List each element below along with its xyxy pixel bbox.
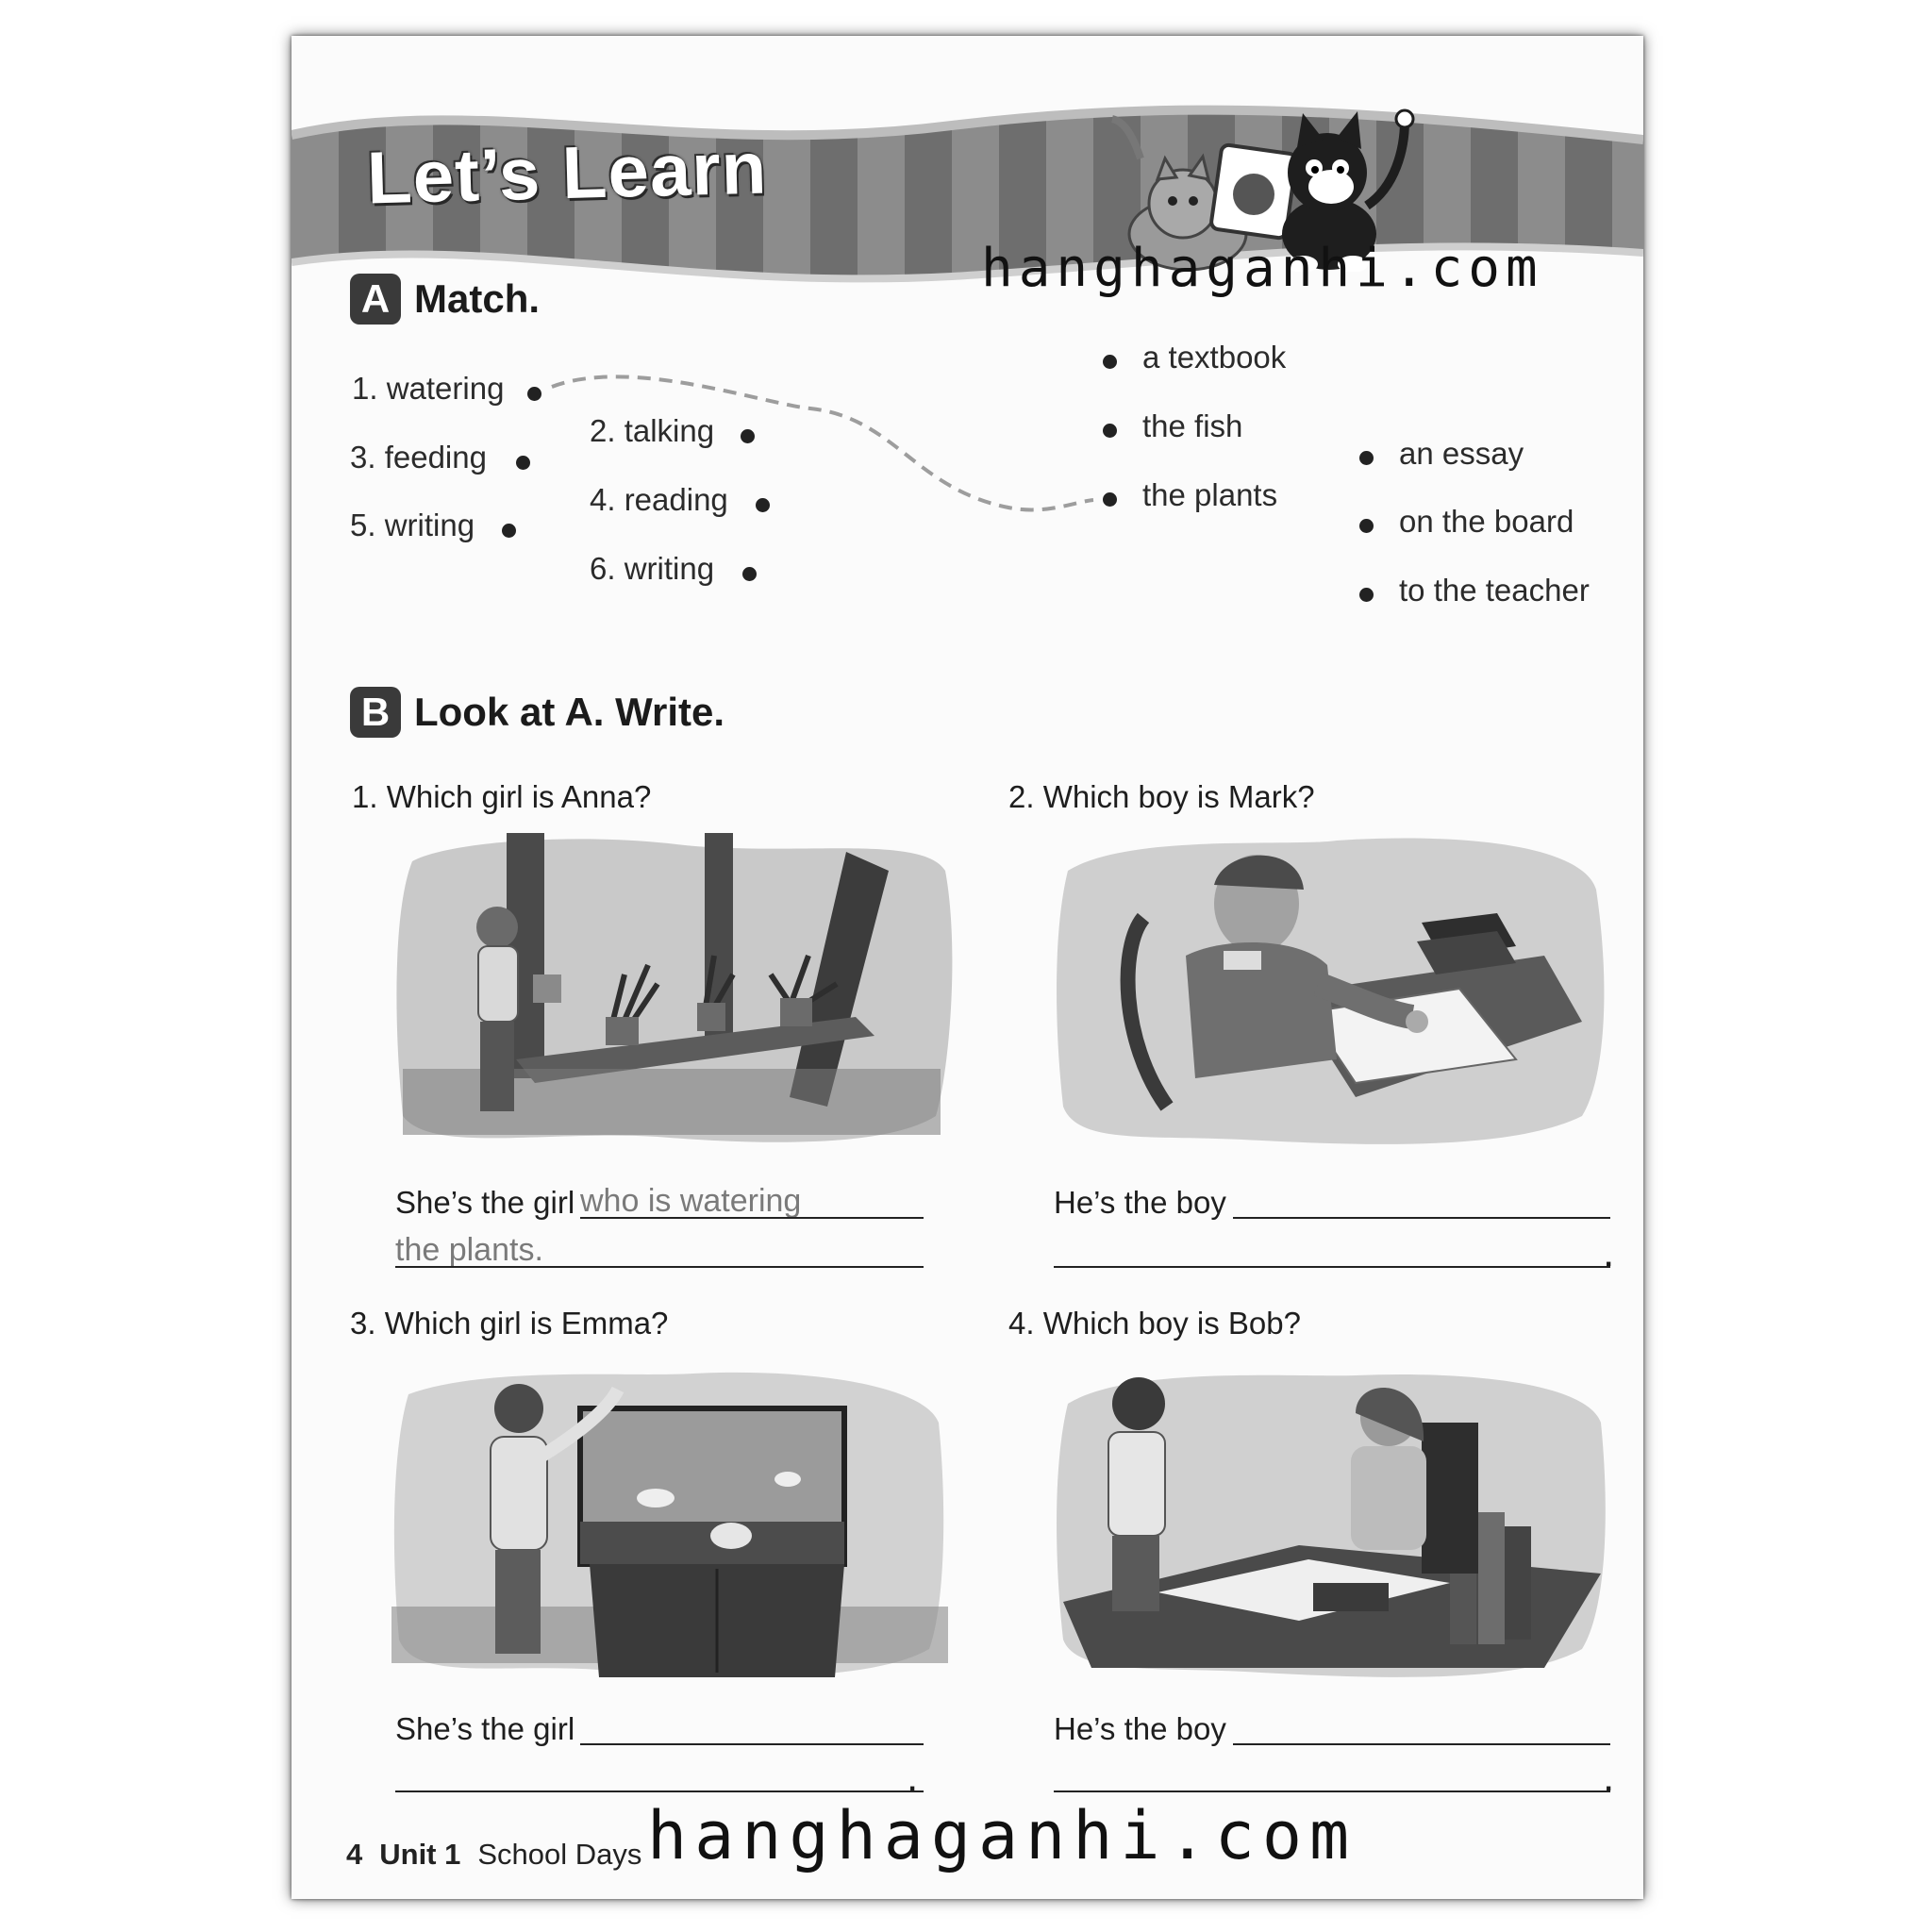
unit-label: Unit 1 — [379, 1838, 461, 1871]
emma-feeding-fish-illustration — [391, 1366, 948, 1687]
answer-3-period: . — [908, 1766, 917, 1797]
match-item-essay: an essay — [1399, 436, 1524, 471]
section-a-heading — [350, 274, 540, 325]
match-dot[interactable] — [1103, 492, 1117, 507]
match-dot[interactable] — [756, 498, 770, 512]
answer-3-blank-2[interactable] — [395, 1790, 924, 1792]
mark-writing-essay-illustration — [1054, 833, 1610, 1154]
answer-4-blank-2[interactable] — [1054, 1790, 1610, 1792]
question-2: 2. Which boy is Mark? — [1008, 779, 1315, 814]
match-dot[interactable] — [1103, 355, 1117, 369]
answer-1-blank-1[interactable] — [580, 1217, 924, 1219]
match-item-writing-2: 6. writing — [590, 551, 715, 586]
match-dot[interactable] — [502, 524, 516, 538]
match-item-watering: 1. watering — [352, 371, 505, 406]
match-item-writing: 5. writing — [350, 508, 475, 542]
match-dot[interactable] — [1359, 588, 1374, 602]
section-a-badge: A — [350, 274, 401, 325]
match-dot[interactable] — [742, 567, 757, 581]
answer-4-period: . — [1605, 1766, 1613, 1797]
answer-2-period: . — [1605, 1241, 1613, 1273]
section-a-title: Match. — [414, 276, 541, 321]
match-item-fish: the fish — [1142, 408, 1243, 443]
answer-3-blank-1[interactable] — [580, 1743, 924, 1745]
answer-3-prompt: She’s the girl — [395, 1711, 575, 1746]
watermark-bottom: hanghaganhi.com — [647, 1797, 1357, 1874]
answer-2-prompt: He’s the boy — [1054, 1185, 1226, 1220]
answer-4-blank-1[interactable] — [1233, 1743, 1610, 1745]
question-4: 4. Which boy is Bob? — [1008, 1306, 1301, 1341]
match-item-reading: 4. reading — [590, 482, 728, 517]
anna-watering-plants-illustration — [393, 833, 959, 1154]
answer-1-blank-2[interactable] — [395, 1266, 924, 1268]
section-b-title: Look at A. Write. — [414, 690, 725, 734]
match-dot[interactable] — [527, 387, 541, 401]
match-dot[interactable] — [516, 456, 530, 470]
match-dot[interactable] — [741, 429, 755, 443]
bob-talking-to-teacher-illustration — [1054, 1366, 1610, 1687]
answer-1-handwriting-line1: who is watering — [580, 1183, 802, 1219]
page-number: 4 — [346, 1838, 363, 1871]
unit-title: School Days — [477, 1838, 642, 1871]
section-b-badge: B — [350, 687, 401, 738]
match-item-textbook: a textbook — [1142, 340, 1287, 375]
answer-2-blank-1[interactable] — [1233, 1217, 1610, 1219]
section-b-heading — [350, 687, 724, 738]
answer-2-blank-2[interactable] — [1054, 1266, 1610, 1268]
watermark-top: hanghaganhi.com — [981, 238, 1543, 299]
match-dot[interactable] — [1103, 424, 1117, 438]
match-item-talking: 2. talking — [590, 413, 715, 448]
match-item-teacher: to the teacher — [1399, 573, 1590, 608]
page-title: Let’s Learn — [365, 125, 769, 220]
answer-1-handwriting-line2: the plants. — [395, 1232, 543, 1268]
answer-4-prompt: He’s the boy — [1054, 1711, 1226, 1746]
match-dot[interactable] — [1359, 451, 1374, 465]
page-footer — [346, 1838, 641, 1872]
match-item-board: on the board — [1399, 504, 1574, 539]
workbook-page — [291, 36, 1643, 1899]
question-1: 1. Which girl is Anna? — [352, 779, 652, 814]
match-item-plants: the plants — [1142, 477, 1278, 512]
match-dot[interactable] — [1359, 519, 1374, 533]
match-item-feeding: 3. feeding — [350, 440, 487, 475]
question-3: 3. Which girl is Emma? — [350, 1306, 669, 1341]
answer-1-prompt: She’s the girl — [395, 1185, 575, 1220]
